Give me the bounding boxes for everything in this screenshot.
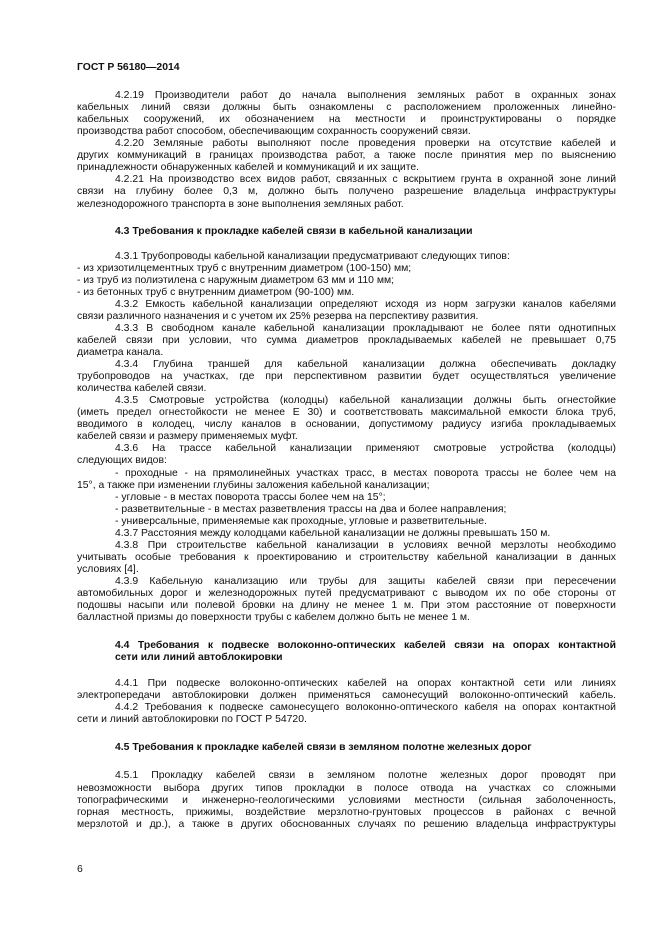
document-header: ГОСТ Р 56180—2014 xyxy=(77,62,180,73)
text-line: 4.3.6 На трассе кабельной канализации применяют смотровые устройства (колодцы) xyxy=(115,443,616,455)
text-line: 4.4.2 Требования к подвеске самонесущего волоконно-оптического кабеля на опорах контактной xyxy=(115,702,616,714)
text-line: кабелей связи и размеру применяемых муфт. xyxy=(77,431,298,443)
text-line: невозможности выбора других типов прокладки в полосе отвода на участках со сложными xyxy=(77,782,616,794)
text-line: 4.3.2 Емкость кабельной канализации определяют исходя из норм загрузки каналов кабелями xyxy=(115,298,616,310)
text-line: железнодорожного транспорта в зоне выполнения земляных работ. xyxy=(77,198,404,210)
text-line: 4.2.21 На производство всех видов работ, связанных с вскрытием грунта в охранной зоне линий xyxy=(115,174,616,186)
text-line: других коммуникаций в границах производства работ, а также после принятия мер по выяснению xyxy=(77,150,616,162)
section-heading: 4.5 Требования к прокладке кабелей связи в земляном полотне железных дорог xyxy=(115,742,532,754)
text-line: следующих видов: xyxy=(77,455,167,467)
text-line: (иметь предел огнестойкости не менее Е 30) и соответствовать максимальной емкости блока труб, xyxy=(77,407,616,419)
text-line: 4.3.7 Расстояния между колодцами кабельной канализации не должны превышать 150 м. xyxy=(115,527,551,539)
text-line: сети и линий автоблокировки по ГОСТ Р 54720. xyxy=(77,714,307,726)
text-line: вводимого в колодец, числу каналов в основании, допустимому радиусу изгиба прокладываемых xyxy=(77,419,616,431)
text-line: диаметра канала. xyxy=(77,347,164,358)
text-line: 4.2.19 Производители работ до начала выполнения земляных работ в охранных зонах xyxy=(115,90,616,101)
text-line: производства работ способом, обеспечивающим сохранность сооружений связи. xyxy=(77,126,471,138)
text-line: электропередачи автоблокировки должен применяться самонесущий волоконно-оптический кабель. xyxy=(77,690,616,702)
text-line: 4.4.1 При подвеске волоконно-оптических кабелей на опорах контактной сети или линиях xyxy=(115,678,616,690)
text-line: автомобильных дорог и железнодорожных путей предусматривают с выводом их по обе стороны от xyxy=(77,588,616,599)
text-line: подошвы насыпи или полевой бровки на длину не менее 1 м. При этом расстояние от поверхности xyxy=(77,600,616,611)
text-line: учитывать особые требования к проектированию и строительству кабельной канализации в данных xyxy=(77,551,616,563)
text-line: мерзлотой и др.), а также в других обоснованных случаях по решению владельца инфраструктуры xyxy=(77,818,616,830)
text-line: кабелей связи при условии, что сумма диаметров прокладываемых кабелей не превышает 0,75 xyxy=(77,334,616,346)
section-heading: 4.4 Требования к подвеске волоконно-оптических кабелей связи на опорах контактной xyxy=(115,640,616,652)
text-line: 4.3.8 При строительстве кабельной канализации в условиях вечной мерзлоты необходимо xyxy=(115,539,616,551)
text-line: условиях [4]. xyxy=(77,563,139,575)
text-line: 4.3.9 Кабельную канализацию или трубы для защиты кабелей связи при пересечении xyxy=(115,575,616,587)
text-line: 4.2.20 Земляные работы выполняют после проведения проверки на отсутствие кабелей и xyxy=(115,138,616,150)
text-line: - проходные - на прямолинейных участках трасс, в местах поворота трассы не более чем на xyxy=(115,467,616,479)
text-line: кабельных линий связи должны быть ознакомлены с расположением проложенных линейно- xyxy=(77,102,616,113)
text-line: - из бетонных труб с внутренним диаметром (90-100) мм. xyxy=(77,286,355,298)
text-line: 4.3.4 Глубина траншей для кабельной канализации должна обеспечивать докладку xyxy=(115,359,616,370)
text-line: горная местность, прижимы, воздействие мерзлотно-грунтовых процессов в районах с вечной xyxy=(77,806,616,818)
text-line: 4.3.1 Трубопроводы кабельной канализации предусматривают следующих типов: xyxy=(115,250,510,262)
text-line: принадлежности обнаруженных кабелей и коммуникаций и их защите. xyxy=(77,162,420,174)
text-line: - из хризотилцементных труб с внутренним диаметром (100-150) мм; xyxy=(77,262,412,274)
text-line: количества кабелей связи. xyxy=(77,383,207,395)
text-line: - универсальные, применяемые как проходные, угловые и разветвительные. xyxy=(115,515,487,527)
text-line: - угловые - в местах поворота трассы более чем на 15°; xyxy=(115,491,386,503)
text-line: - из труб из полиэтилена с наружным диаметром 63 мм и 110 мм; xyxy=(77,274,395,286)
text-line: 4.3.3 В свободном канале кабельной канализации прокладывают не более пяти однотипных xyxy=(115,322,616,334)
section-heading: сети или линий автоблокировки xyxy=(115,652,283,664)
text-line: связи различного назначения и с учетом их 25% резерва на перспективу развития. xyxy=(77,310,479,322)
text-line: топографическими и инженерно-геологическими условиями местности (сильная заболоченность, xyxy=(77,794,616,806)
text-line: кабельных сооружений, их обозначением на местности и проинструктированы о порядке xyxy=(77,114,616,126)
text-line: - разветвительные - в местах разветвления трассы на два и более направления; xyxy=(115,503,507,515)
section-heading: 4.3 Требования к прокладке кабелей связи в кабельной канализации xyxy=(115,225,473,237)
text-line: связи на глубину более 0,3 м, должно быть получено разрешение владельца инфраструктуры xyxy=(77,186,616,198)
page-number: 6 xyxy=(77,864,83,875)
text-line: 4.3.5 Смотровые устройства (колодцы) кабельной канализации должны быть огнестойкие xyxy=(115,395,616,407)
text-line: трубопроводов на участках, где при перспективном развитии будет осуществляться увеличение xyxy=(77,371,616,383)
text-line: 4.5.1 Прокладку кабелей связи в земляном полотне железных дорог проводят при xyxy=(115,770,616,782)
text-line: балластной призмы до поверхности трубы с кабелем должно быть не менее 1 м. xyxy=(77,612,470,623)
text-line: 15°, а также при изменении глубины заложения кабельной канализации; xyxy=(77,479,430,491)
